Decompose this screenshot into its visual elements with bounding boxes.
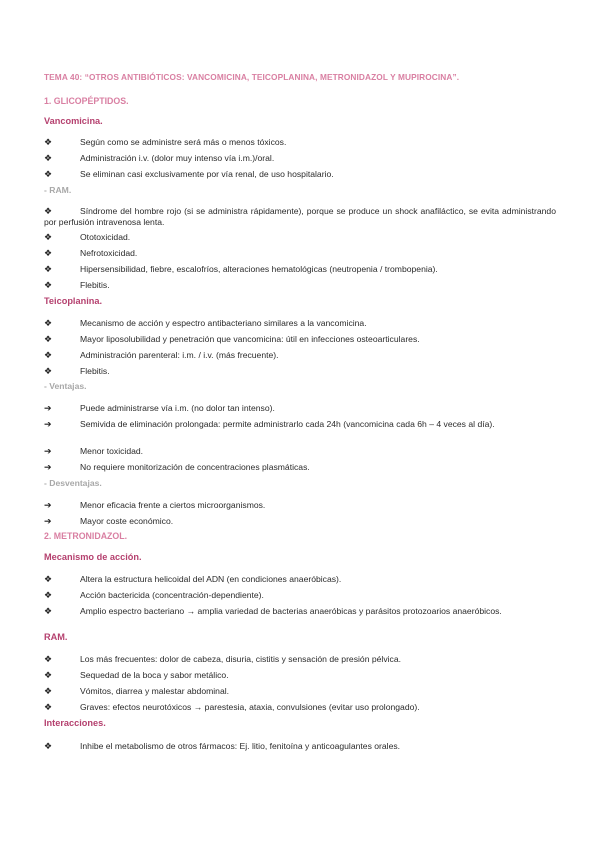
list-item: ❖ Administración parenteral: i.m. / i.v. (más frecuente). [44,350,279,360]
list-item: ❖ Ototoxicidad. [44,232,131,242]
subheading-interacciones: Interacciones. [44,718,106,728]
subheading-teicoplanina: Teicoplanina. [44,296,103,306]
diamond-bullet-icon: ❖ [44,350,53,360]
diamond-bullet-icon: ❖ [44,741,53,751]
diamond-bullet-icon: ❖ [44,686,53,696]
diamond-bullet-icon: ❖ [44,606,53,616]
diamond-bullet-icon: ❖ [44,334,53,344]
list-item: ➔ Menor eficacia frente a ciertos microorganismos. [44,500,266,510]
list-item: ❖ Sequedad de la boca y sabor metálico. [44,670,229,680]
list-item: ➔ No requiere monitorización de concentraciones plasmáticas. [44,462,310,472]
diamond-bullet-icon: ❖ [44,232,53,242]
subheading-mecanismo: Mecanismo de acción. [44,552,142,562]
list-item: ❖ Altera la estructura helicoidal del ADN (en condiciones anaeróbicas). [44,574,342,584]
section-heading-metronidazol: 2. METRONIDAZOL. [44,531,128,541]
subheading-vanco-ram: - RAM. [44,185,72,195]
diamond-bullet-icon: ❖ [44,169,53,179]
list-item: ❖ Acción bactericida (concentración-dependiente). [44,590,264,600]
diamond-bullet-icon: ❖ [44,670,53,680]
subheading-desventajas: - Desventajas. [44,478,102,488]
list-item: ❖ Los más frecuentes: dolor de cabeza, disuria, cistitis y sensación de presión pélvica. [44,654,401,664]
diamond-bullet-icon: ❖ [44,366,53,376]
section-heading-glicopeptidos: 1. GLICOPÉPTIDOS. [44,96,129,106]
diamond-bullet-icon: ❖ [44,702,53,712]
list-item: ❖ Mayor liposolubilidad y penetración que vancomicina: útil en infecciones osteoarticulares. [44,334,420,344]
list-item: ➔ Semivida de eliminación prolongada: permite administrarlo cada 24h (vancomicina cada 6h – 4 veces al día). [44,419,495,429]
list-item: ❖ Amplio espectro bacteriano → amplia variedad de bacterias anaeróbicas y parásitos protozoarios anaeróbicos. [44,606,502,616]
arrow-bullet-icon: ➔ [44,403,52,413]
arrow-bullet-icon: ➔ [44,516,52,526]
arrow-bullet-icon: ➔ [44,500,52,510]
list-item: ❖ Administración i.v. (dolor muy intenso vía i.m.)/oral. [44,153,275,163]
diamond-bullet-icon: ❖ [44,137,53,147]
diamond-bullet-icon: ❖ [44,590,53,600]
list-item: ❖ Según como se administre será más o menos tóxicos. [44,137,287,147]
arrow-bullet-icon: ➔ [44,462,52,472]
list-item: ❖ Flebitis. [44,280,110,290]
list-item: ❖ Se eliminan casi exclusivamente por vía renal, de uso hospitalario. [44,169,334,179]
list-item: ❖ Mecanismo de acción y espectro antibacteriano similares a la vancomicina. [44,318,367,328]
diamond-bullet-icon: ❖ [44,153,53,163]
arrow-bullet-icon: ➔ [44,446,52,456]
list-item: ❖ Vómitos, diarrea y malestar abdominal. [44,686,230,696]
list-item: ❖ Flebitis. [44,366,110,376]
diamond-bullet-icon: ❖ [44,654,53,664]
arrow-bullet-icon: ➔ [44,419,52,429]
list-item: ❖ Hipersensibilidad, fiebre, escalofríos, alteraciones hematológicas (neutropenia / trombopenia). [44,264,438,274]
diamond-bullet-icon: ❖ [44,318,53,328]
list-item: ❖ Síndrome del hombre rojo (si se administra rápidamente), porque se produce un shock anafiláctico, se evita administrando por perfusión intravenosa lenta. [44,206,556,227]
subheading-ventajas: - Ventajas. [44,381,87,391]
list-item: ➔ Mayor coste económico. [44,516,174,526]
subheading-metro-ram: RAM. [44,632,68,642]
list-item: ➔ Puede administrarse vía i.m. (no dolor tan intenso). [44,403,275,413]
diamond-bullet-icon: ❖ [44,280,53,290]
diamond-bullet-icon: ❖ [44,574,53,584]
subheading-vancomicina: Vancomicina. [44,116,103,126]
list-item: ➔ Menor toxicidad. [44,446,144,456]
diamond-bullet-icon: ❖ [44,206,53,216]
list-item: ❖ Inhibe el metabolismo de otros fármacos: Ej. litio, fenitoína y anticoagulantes orales. [44,741,401,751]
list-item: ❖ Graves: efectos neurotóxicos → parestesia, ataxia, convulsiones (evitar uso prolongado). [44,702,420,712]
diamond-bullet-icon: ❖ [44,248,53,258]
diamond-bullet-icon: ❖ [44,264,53,274]
list-item: ❖ Nefrotoxicidad. [44,248,138,258]
document-title: TEMA 40: “OTROS ANTIBIÓTICOS: VANCOMICINA, TEICOPLANINA, METRONIDAZOL Y MUPIROCINA”. [44,72,460,82]
